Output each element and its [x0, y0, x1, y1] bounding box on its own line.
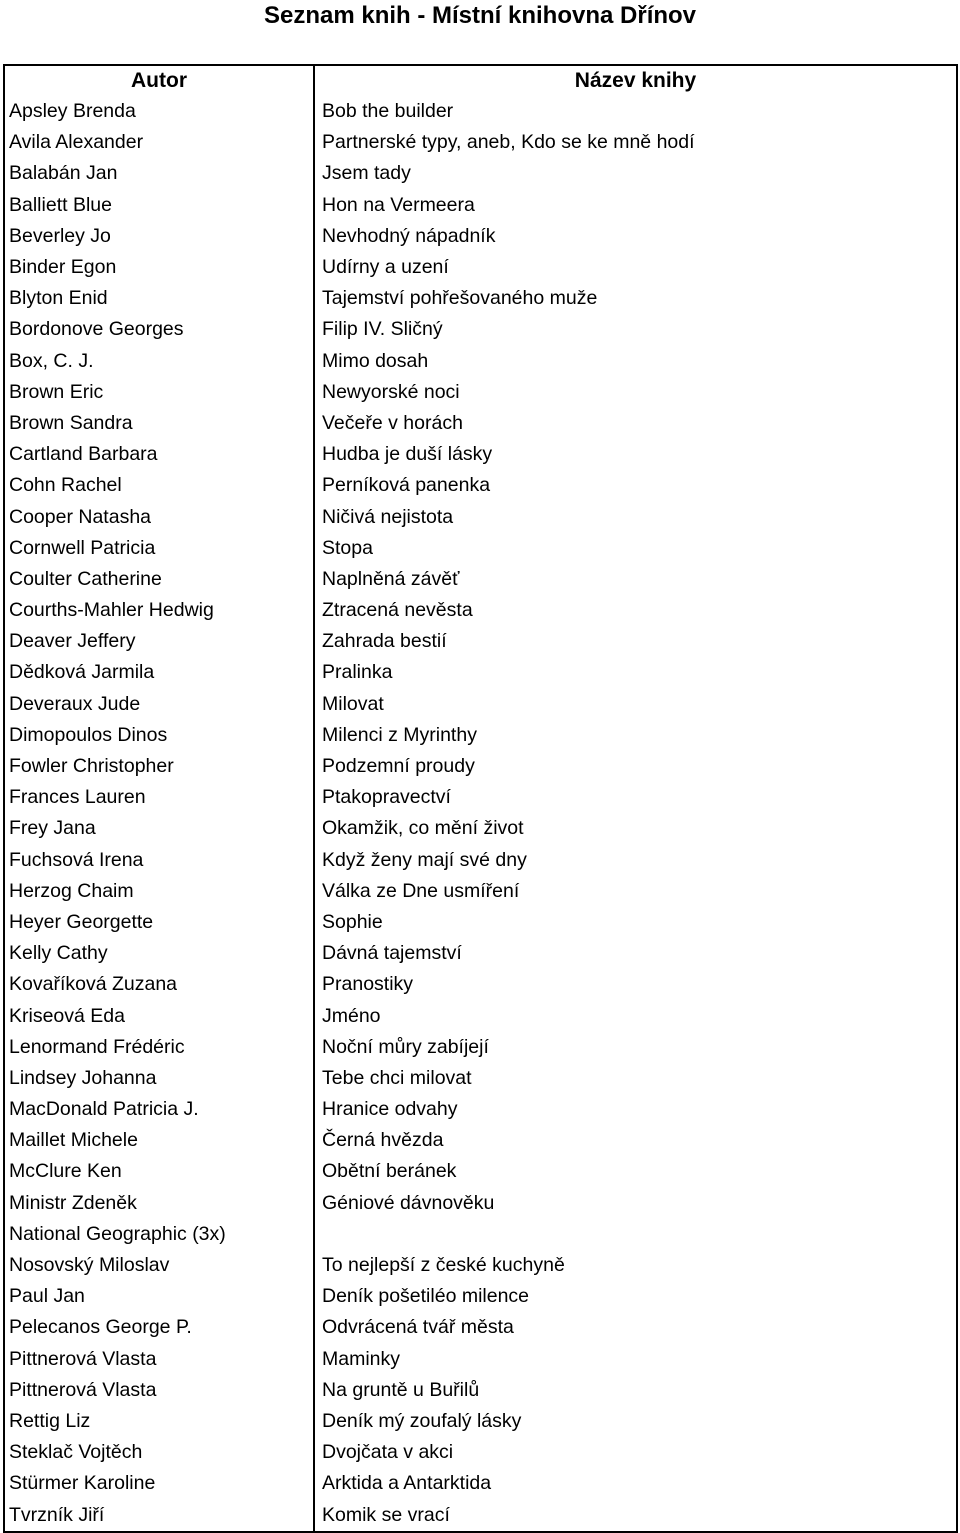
book-title-cell: Mimo dosah — [322, 349, 429, 372]
book-title-cell: Dávná tajemství — [322, 942, 462, 965]
author-cell: Herzog Chaim — [4, 876, 314, 907]
book-title-cell: Deník mý zoufalý lásky — [322, 1409, 522, 1432]
table-row — [4, 190, 957, 221]
book-title-cell: Milenci z Myrinthy — [322, 723, 477, 746]
book-title-cell: Dvojčata v akci — [322, 1441, 454, 1464]
table-body — [4, 96, 957, 1532]
table-row — [4, 1281, 957, 1312]
author-cell: Brown Sandra — [4, 408, 314, 439]
table-row — [4, 346, 957, 377]
author-cell: Apsley Brenda — [4, 96, 314, 127]
table-row — [4, 1375, 957, 1406]
author-cell: Avila Alexander — [4, 127, 314, 158]
author-cell: Dimopoulos Dinos — [4, 720, 314, 751]
table-row — [4, 1406, 957, 1437]
table-row — [4, 813, 957, 844]
book-title-cell: Pralinka — [322, 661, 393, 684]
table-row — [4, 938, 957, 969]
author-cell: Rettig Liz — [4, 1406, 314, 1437]
author-cell: Fowler Christopher — [4, 751, 314, 782]
table-row — [4, 1032, 957, 1063]
table-row — [4, 657, 957, 688]
book-title-cell: Na gruntě u Buřilů — [322, 1378, 480, 1401]
author-cell: Lenormand Frédéric — [4, 1032, 314, 1063]
book-title-cell: Sophie — [322, 910, 383, 933]
table-row — [4, 439, 957, 470]
author-cell: MacDonald Patricia J. — [4, 1094, 314, 1125]
table-row — [4, 127, 957, 158]
table-row — [4, 1094, 957, 1125]
author-cell: Steklač Vojtěch — [4, 1437, 314, 1468]
table-row — [4, 158, 957, 189]
book-title-cell: Podzemní proudy — [322, 755, 475, 778]
book-title-cell: Jméno — [322, 1004, 381, 1027]
book-title-cell: Válka ze Dne usmíření — [322, 879, 520, 902]
author-cell: Beverley Jo — [4, 221, 314, 252]
table-row — [4, 221, 957, 252]
table-row — [4, 283, 957, 314]
author-cell: Frances Lauren — [4, 782, 314, 813]
table-row — [4, 595, 957, 626]
book-title-cell: Newyorské noci — [322, 380, 460, 403]
table-row — [4, 1000, 957, 1031]
book-title-cell: Naplněná závěť — [322, 567, 460, 590]
author-cell: Pittnerová Vlasta — [4, 1344, 314, 1375]
author-cell: Courths-Mahler Hedwig — [4, 595, 314, 626]
book-title-cell: Ztracená nevěsta — [322, 599, 473, 622]
author-cell: Maillet Michele — [4, 1125, 314, 1156]
table-row — [4, 1499, 957, 1531]
book-title-cell: Milovat — [322, 692, 384, 715]
table-row — [4, 1063, 957, 1094]
table-row — [4, 969, 957, 1000]
table-row — [4, 377, 957, 408]
book-title-cell: Ničivá nejistota — [322, 505, 454, 528]
author-cell: Pelecanos George P. — [4, 1312, 314, 1343]
book-title-cell: Jsem tady — [322, 162, 411, 185]
author-cell: Kriseová Eda — [4, 1000, 314, 1031]
author-cell: Stürmer Karoline — [4, 1468, 314, 1499]
author-cell: Deveraux Jude — [4, 689, 314, 720]
book-title-cell: Stopa — [322, 536, 373, 559]
author-cell: Ministr Zdeněk — [4, 1188, 314, 1219]
table-row — [4, 1312, 957, 1343]
author-cell: Brown Eric — [4, 377, 314, 408]
book-title-cell: Arktida a Antarktida — [322, 1472, 492, 1495]
book-title-cell: Partnerské typy, aneb, Kdo se ke mně hodí — [322, 131, 695, 154]
author-cell: Bordonove Georges — [4, 314, 314, 345]
book-title-cell: Hudba je duší lásky — [322, 443, 493, 466]
table-row — [4, 720, 957, 751]
table-row — [4, 782, 957, 813]
table-row — [4, 408, 957, 439]
table-row — [4, 1219, 957, 1250]
book-title-cell: Obětní beránek — [322, 1160, 457, 1183]
table-row — [4, 470, 957, 501]
book-title-cell: Odvrácená tvář města — [322, 1316, 514, 1339]
table-row — [4, 1344, 957, 1375]
table-row — [4, 845, 957, 876]
table-row — [4, 907, 957, 938]
book-title-cell: Perníková panenka — [322, 474, 491, 497]
table-header-row — [4, 65, 957, 96]
table-row — [4, 96, 957, 127]
author-cell: Binder Egon — [4, 252, 314, 283]
author-cell: Cornwell Patricia — [4, 533, 314, 564]
book-title-cell: Večeře v horách — [322, 411, 463, 434]
book-title-cell: Bob the builder — [322, 100, 454, 123]
author-cell: National Geographic (3x) — [4, 1219, 314, 1250]
table-row — [4, 252, 957, 283]
book-title-cell: Noční můry zabíjejí — [322, 1035, 489, 1058]
book-title-cell: Černá hvězda — [322, 1129, 444, 1152]
author-cell: Box, C. J. — [4, 346, 314, 377]
table-row — [4, 751, 957, 782]
book-title-cell: Udírny a uzení — [322, 256, 449, 279]
author-cell: Dědková Jarmila — [4, 657, 314, 688]
author-cell: Balliett Blue — [4, 190, 314, 221]
book-title-cell: To nejlepší z české kuchyně — [322, 1254, 565, 1277]
table-row — [4, 1188, 957, 1219]
book-title-cell: Géniové dávnověku — [322, 1191, 495, 1214]
author-cell: Kovaříková Zuzana — [4, 969, 314, 1000]
author-cell: Frey Jana — [4, 813, 314, 844]
author-cell: Cartland Barbara — [4, 439, 314, 470]
book-title-cell: Ptakopravectví — [322, 786, 451, 809]
author-cell: Heyer Georgette — [4, 907, 314, 938]
table-row — [4, 564, 957, 595]
author-cell: Cohn Rachel — [4, 470, 314, 501]
book-title-cell: Hranice odvahy — [322, 1098, 458, 1121]
author-cell: Nosovský Miloslav — [4, 1250, 314, 1281]
book-title-cell: Okamžik, co mění život — [322, 817, 524, 840]
table-row — [4, 1125, 957, 1156]
table-row — [4, 533, 957, 564]
table-row — [4, 501, 957, 532]
book-title-cell: Filip IV. Sličný — [322, 318, 443, 341]
author-cell: Blyton Enid — [4, 283, 314, 314]
column-header-title: Název knihy — [574, 69, 697, 92]
book-title-cell: Deník pošetiléo milence — [322, 1285, 530, 1308]
table-row — [4, 1250, 957, 1281]
book-title-cell: Nevhodný nápadník — [322, 224, 496, 247]
column-header-author: Autor — [4, 65, 314, 96]
book-list-table — [3, 64, 958, 1533]
author-cell: Kelly Cathy — [4, 938, 314, 969]
table-row — [4, 1156, 957, 1187]
book-title-cell: Tajemství pohřešovaného muže — [322, 287, 598, 310]
page-title: Seznam knih - Místní knihovna Dřínov — [263, 2, 697, 29]
book-title-cell: Hon na Vermeera — [322, 193, 475, 216]
book-title-cell — [314, 1219, 957, 1250]
table-row — [4, 314, 957, 345]
author-cell: Fuchsová Irena — [4, 845, 314, 876]
table-row — [4, 689, 957, 720]
author-cell: Coulter Catherine — [4, 564, 314, 595]
table-row — [4, 876, 957, 907]
book-title-cell: Zahrada bestií — [322, 630, 447, 653]
table-row — [4, 1468, 957, 1499]
table-row — [4, 626, 957, 657]
author-cell: Deaver Jeffery — [4, 626, 314, 657]
author-cell: McClure Ken — [4, 1156, 314, 1187]
author-cell: Paul Jan — [4, 1281, 314, 1312]
book-title-cell: Komik se vrací — [322, 1503, 450, 1526]
book-title-cell: Maminky — [322, 1347, 401, 1370]
table-row — [4, 1437, 957, 1468]
author-cell: Cooper Natasha — [4, 501, 314, 532]
book-title-cell: Pranostiky — [322, 973, 414, 996]
author-cell: Balabán Jan — [4, 158, 314, 189]
author-cell: Lindsey Johanna — [4, 1063, 314, 1094]
book-title-cell: Když ženy mají své dny — [322, 848, 527, 871]
author-cell: Pittnerová Vlasta — [4, 1375, 314, 1406]
author-cell: Tvrzník Jiří — [4, 1499, 314, 1531]
book-title-cell: Tebe chci milovat — [322, 1066, 472, 1089]
